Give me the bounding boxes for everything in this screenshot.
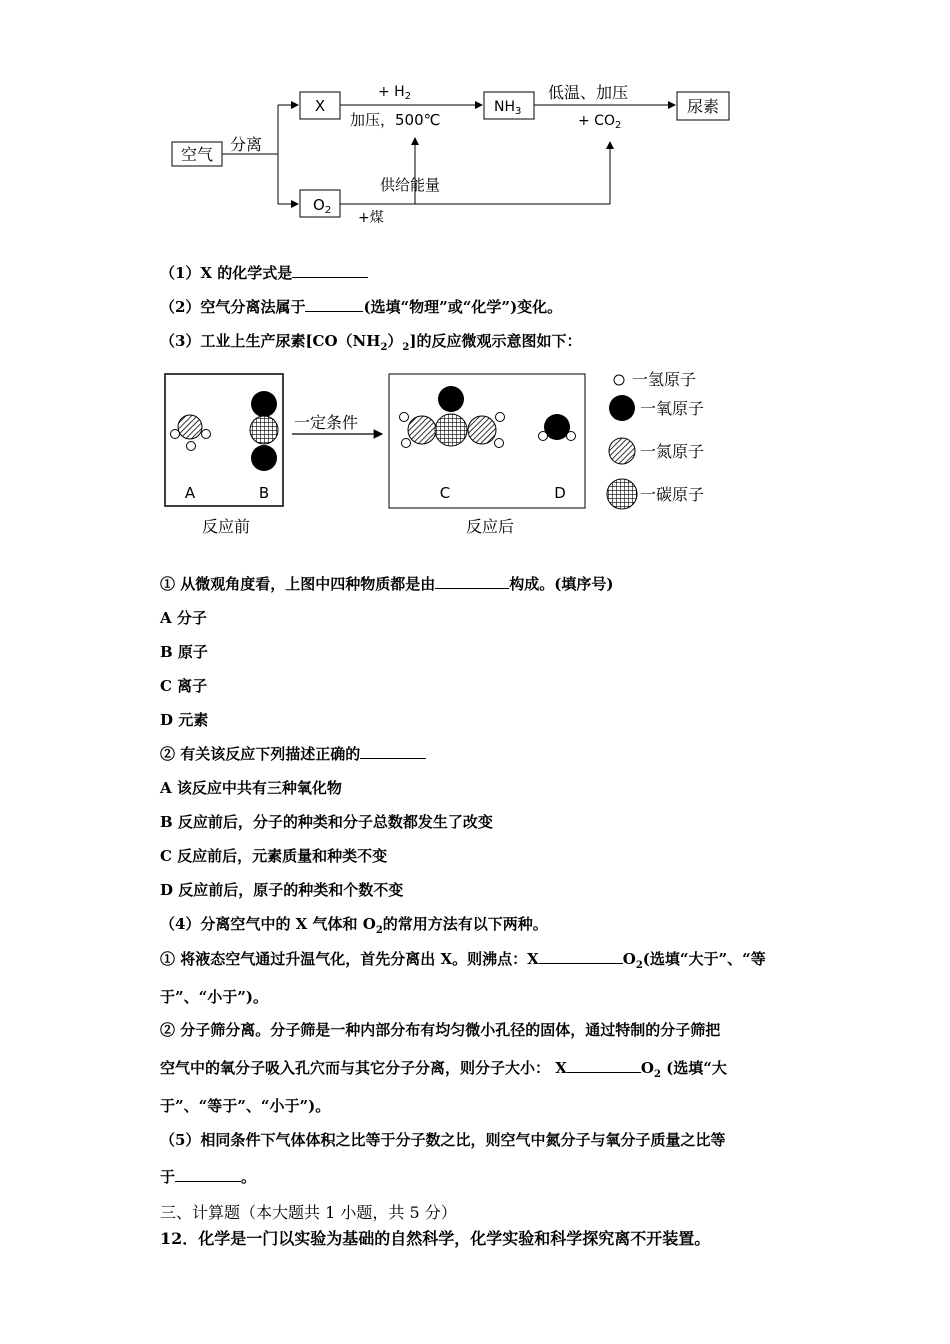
molecule-a-ammonia — [171, 415, 211, 451]
question-4-part-2-line-1: ② 分子筛分离。分子筛是一种内部分布有均匀微小孔径的固体，通过特制的分子筛把 — [160, 1021, 721, 1039]
sub2-option-d: D 反应前后，原子的种类和个数不变 — [160, 881, 404, 899]
question-3: （3）工业上生产尿素$[CO(NH_2)_2]$的反应微观示意图如下： — [160, 332, 582, 353]
label-c: C — [439, 484, 451, 502]
plus-co2-label: + $CO_2$ — [578, 113, 622, 131]
molecule-d-water — [539, 414, 576, 441]
question-5-line-2: 于 。 — [160, 1168, 257, 1186]
answer-blank-q4-2 — [567, 1072, 641, 1073]
sub2-option-b: B 反应前后，分子的种类和分子总数都发生了改变 — [160, 813, 493, 831]
question-12: 12．化学是一门以实验为基础的自然科学，化学实验和科学探究离不开装置。 — [160, 1229, 711, 1248]
sub2-option-c: C 反应前后，元素质量和种类不变 — [160, 847, 388, 865]
question-2 — [160, 296, 562, 317]
plus-h2-label: + $H_2$ — [378, 84, 412, 102]
answer-blank-sub2 — [360, 758, 426, 759]
reaction-condition-label: 一定条件 — [294, 413, 359, 432]
answer-blank-q2 — [305, 311, 363, 312]
x-label: X — [314, 97, 326, 115]
answer-blank-sub1 — [435, 588, 509, 589]
question-5-line-1: （5）相同条件下气体体积之比等于分子数之比，则空气中氮分子与氧分子质量之比等 — [160, 1131, 726, 1149]
separate-label: 分离 — [230, 135, 263, 154]
molecule-c-urea — [400, 386, 505, 448]
coal-label: +煤 — [358, 210, 384, 226]
o2-label: $O_2$ — [313, 196, 332, 216]
legend-hydrogen: 一氢原子 — [632, 370, 697, 389]
sub-question-2 — [160, 743, 426, 764]
sub-question-2-stem: ② 有关该反应下列描述正确的 — [160, 745, 361, 763]
question-3-text-after: ]的反应微观示意图如下： — [409, 332, 582, 350]
sub-question-1-stem-after: 构成。(填序号) — [509, 575, 614, 593]
condition1-label: 加压，500℃ — [350, 111, 441, 129]
sub1-option-c: C 离子 — [160, 677, 208, 695]
sub1-option-a: A 分子 — [160, 609, 207, 627]
question-4-part-2-line-2: 空气中的氧分子吸入孔穴而与其它分子分离，则分子大小： X $O_2$ (选填“大 — [160, 1059, 727, 1080]
sub1-option-b: B 原子 — [160, 643, 208, 661]
energy-label: 供给能量 — [380, 176, 441, 194]
condition2-label: 低温、加压 — [548, 83, 629, 102]
before-label: 反应前 — [201, 517, 251, 536]
micro-reaction-diagram — [160, 362, 730, 542]
legend-nitrogen: 一氮原子 — [640, 442, 705, 461]
question-4-part-1-line-2: 于”、“小于”)。 — [160, 988, 268, 1006]
question-4-part-1: ① 将液态空气通过升温气化，首先分离出 X。则沸点：X $O_2$(选填“大于”、“等 — [160, 950, 766, 971]
label-b: B — [258, 484, 270, 502]
answer-blank-q1 — [292, 277, 368, 278]
legend — [607, 370, 704, 509]
question-2-text-after: (选填“物理”或“化学”)变化。 — [363, 298, 563, 316]
answer-blank-q5 — [175, 1181, 241, 1182]
legend-oxygen: 一氧原子 — [640, 399, 705, 418]
label-d: D — [554, 484, 566, 502]
section-3-heading: 三、计算题（本大题共 1 小题，共 5 分） — [160, 1203, 457, 1222]
question-4: （4）分离空气中的 X 气体和 $O_2$的常用方法有以下两种。 — [160, 915, 548, 936]
nh3-label: $NH_3$ — [494, 99, 522, 117]
sub2-option-a: A 该反应中共有三种氧化物 — [160, 779, 342, 797]
process-flow-diagram — [160, 80, 750, 230]
label-a: A — [184, 484, 196, 502]
sub-question-1 — [160, 573, 613, 594]
question-1-text: （1）X 的化学式是 — [160, 264, 293, 282]
after-label: 反应后 — [465, 517, 515, 536]
question-1 — [160, 262, 368, 283]
legend-carbon: 一碳原子 — [640, 485, 705, 504]
sub-question-1-stem-before: ① 从微观角度看，上图中四种物质都是由 — [160, 575, 436, 593]
urea-label: 尿素 — [686, 97, 720, 116]
answer-blank-q4-1 — [539, 963, 623, 964]
question-3-text-before: （3）工业上生产尿素[CO（NH — [160, 332, 381, 350]
molecule-b-co2 — [250, 391, 278, 471]
air-label: 空气 — [180, 145, 214, 164]
sub1-option-d: D 元素 — [160, 711, 209, 729]
question-4-part-2-line-3: 于”、“等于”、“小于”)。 — [160, 1097, 331, 1115]
question-2-text-before: （2）空气分离法属于 — [160, 298, 306, 316]
